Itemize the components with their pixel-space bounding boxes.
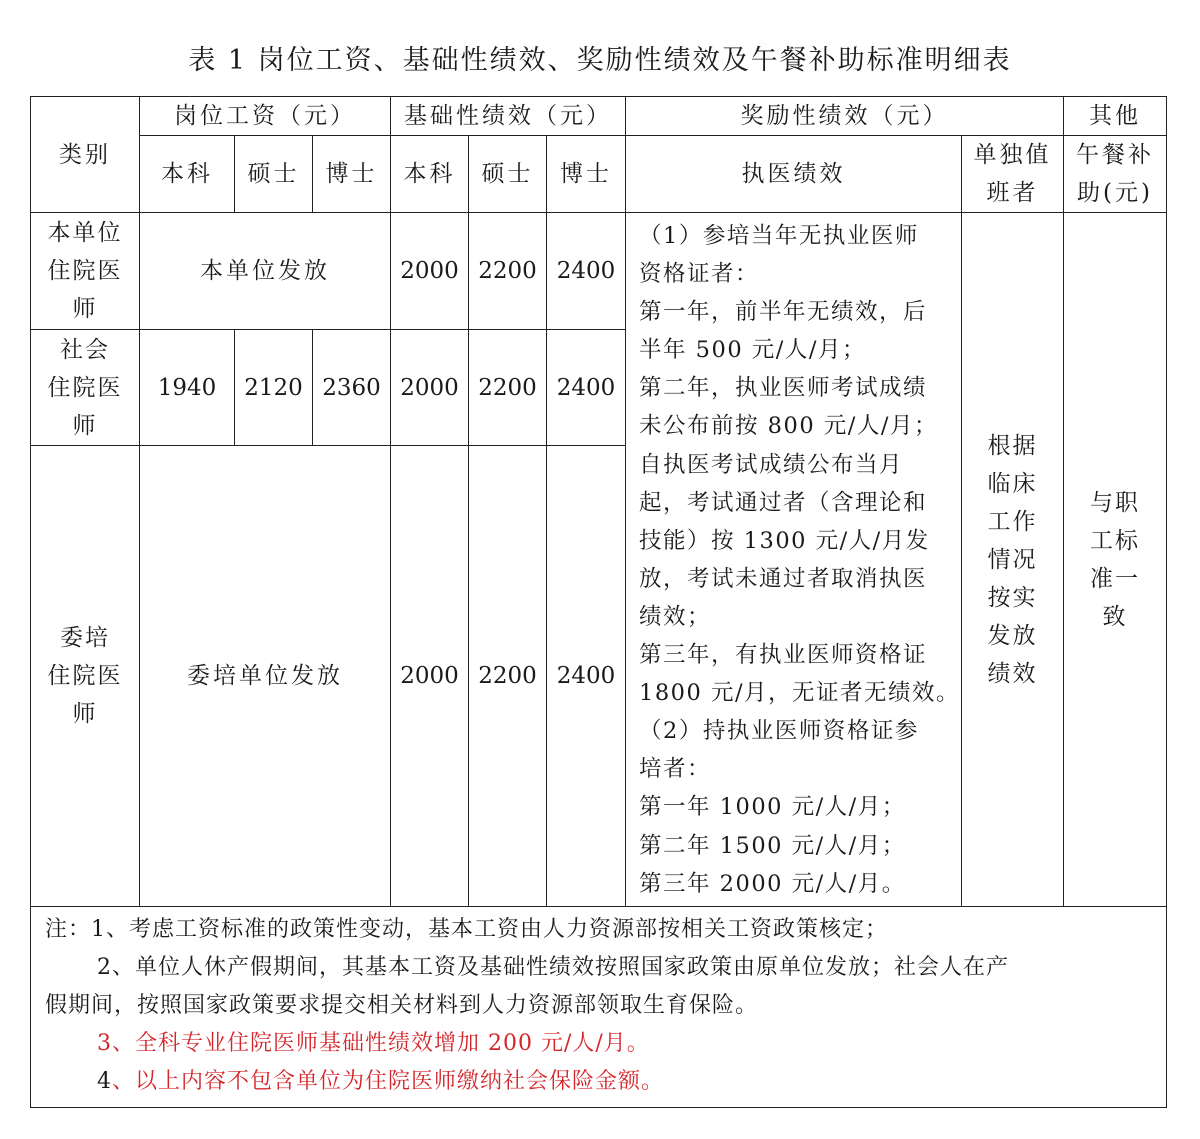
header-practice-perf: 执医绩效 (626, 136, 962, 213)
note-3: 3、全科专业住院医师基础性绩效增加 200 元/人/月。 (97, 1031, 650, 1056)
cell-basic-bachelor: 2000 (391, 213, 469, 330)
cell-basic-bachelor: 2000 (391, 446, 469, 907)
cell-basic-master: 2200 (469, 446, 547, 907)
cell-post-wage-entrusted: 委培单位发放 (140, 446, 391, 907)
cell-basic-master: 2200 (469, 213, 547, 330)
practice-line: 自执医考试成绩公布当月 (639, 451, 904, 478)
cell-post-wage-unit: 本单位发放 (140, 213, 391, 330)
row-category-unit: 本单位 住院医 师 (31, 213, 140, 330)
practice-line: 第一年 1000 元/人/月； (639, 794, 906, 821)
header-basic-doctor: 博士 (547, 136, 626, 213)
practice-line: 第二年，执业医师考试成绩 (639, 375, 928, 402)
notes-row (31, 907, 1167, 1108)
cell-duty-perf: 根据 临床 工作 情况 按实 发放 绩效 (962, 213, 1064, 907)
practice-line: 第一年，前半年无绩效，后 (639, 299, 928, 326)
header-lunch: 午餐补 助(元) (1064, 136, 1167, 213)
practice-line: 未公布前按 800 元/人/月； (639, 413, 938, 440)
cell-post-bachelor: 1940 (140, 330, 235, 446)
table-row (31, 213, 1167, 330)
practice-line: 技能）按 1300 元/人/月发 (639, 527, 930, 554)
practice-line: 第二年 1500 元/人/月； (639, 832, 906, 859)
note-4: 4、以上内容不包含单位为住院医师缴纳社会保险金额。 (97, 1069, 665, 1094)
practice-line: 起，考试通过者（含理论和 (639, 489, 928, 516)
header-category: 类别 (31, 97, 140, 213)
cell-basic-bachelor: 2000 (391, 330, 469, 446)
row-category-social: 社会 住院医 师 (31, 330, 140, 446)
practice-line: 绩效； (639, 603, 712, 630)
header-basic-master: 硕士 (469, 136, 547, 213)
note-1: 注：1、考虑工资标准的政策性变动，基本工资由人力资源部按相关工资政策核定； (45, 917, 888, 942)
header-post-master: 硕士 (235, 136, 313, 213)
practice-line: 半年 500 元/人/月； (639, 337, 866, 364)
header-row-1 (31, 97, 1167, 136)
header-basic-perf: 基础性绩效（元） (391, 97, 626, 136)
practice-line: 放，考试未通过者取消执医 (639, 565, 928, 592)
header-post-doctor: 博士 (313, 136, 391, 213)
note-2-continued: 假期间，按照国家政策要求提交相关材料到人力资源部领取生育保险。 (45, 993, 759, 1018)
practice-line: 第三年 2000 元/人/月。 (639, 870, 906, 897)
note-2: 2、单位人休产假期间，其基本工资及基础性绩效按照国家政策由原单位发放；社会人在产 (97, 955, 1010, 980)
cell-basic-doctor: 2400 (547, 213, 626, 330)
standards-table (30, 96, 1167, 1108)
cell-post-master: 2120 (235, 330, 313, 446)
header-reward-perf: 奖励性绩效（元） (626, 97, 1064, 136)
cell-basic-master: 2200 (469, 330, 547, 446)
cell-basic-doctor: 2400 (547, 330, 626, 446)
practice-line: 培者： (639, 756, 712, 783)
header-post-bachelor: 本科 (140, 136, 235, 213)
row-category-entrusted: 委培 住院医 师 (31, 446, 140, 907)
table-title: 表 1 岗位工资、基础性绩效、奖励性绩效及午餐补助标准明细表 (188, 45, 1012, 76)
notes-cell (31, 907, 1167, 1108)
header-post-wage: 岗位工资（元） (140, 97, 391, 136)
cell-post-doctor: 2360 (313, 330, 391, 446)
practice-line: 1800 元/月，无证者无绩效。 (639, 680, 961, 707)
header-other: 其他 (1064, 97, 1167, 136)
cell-basic-doctor: 2400 (547, 446, 626, 907)
cell-practice-perf (626, 213, 962, 907)
practice-line: 资格证者： (639, 261, 760, 288)
header-row-2 (31, 136, 1167, 213)
practice-line: 第三年，有执业医师资格证 (639, 642, 928, 669)
cell-lunch-subsidy: 与职 工标 准一 致 (1064, 213, 1167, 907)
practice-line: （1）参培当年无执业医师 (639, 223, 919, 249)
header-duty: 单独值 班者 (962, 136, 1064, 213)
practice-line: （2）持执业医师资格证参 (639, 718, 919, 745)
header-basic-bachelor: 本科 (391, 136, 469, 213)
